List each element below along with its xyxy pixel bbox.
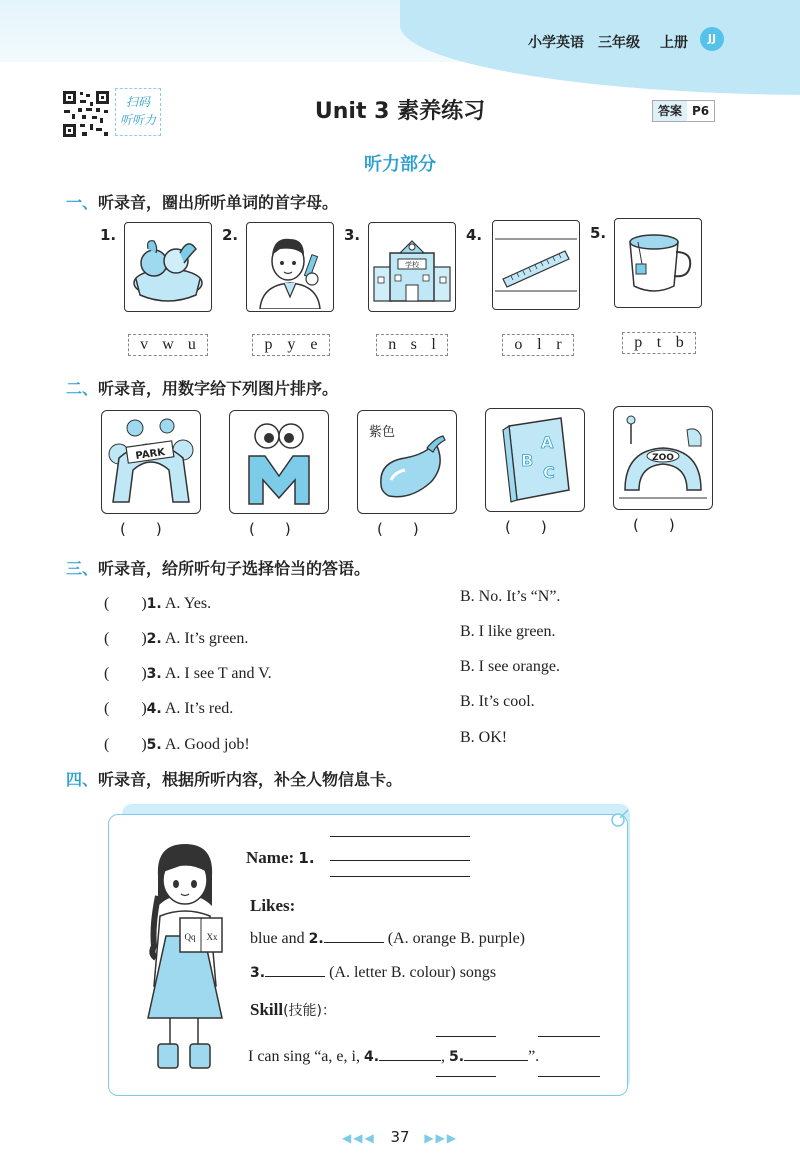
- page-number: ◀◀◀ 37 ▶▶▶: [341, 1128, 459, 1146]
- picture-school: [368, 222, 456, 312]
- letter-option[interactable]: o: [514, 336, 523, 353]
- item-number: 5.: [590, 224, 607, 242]
- part3-heading: 三、听录音，给所听句子选择恰当的答语。: [66, 559, 371, 578]
- answer-parenthesis[interactable]: ( ): [104, 630, 147, 647]
- picture-eggplant: [357, 410, 457, 514]
- picture-cup: [614, 218, 702, 308]
- abc-book-icon: [489, 412, 581, 508]
- skill-line: I can sing “a, e, i, 4. , 5. ”.: [248, 1048, 540, 1065]
- page-title: Unit 3 素养练习: [314, 99, 486, 124]
- option-b: B. I see orange.: [460, 658, 560, 675]
- answer-parenthesis[interactable]: ( ): [249, 520, 291, 538]
- book-letter: Qq: [184, 932, 196, 942]
- letter-option[interactable]: w: [162, 336, 174, 353]
- part1-heading: 一、听录音，圈出所听单词的首字母。: [66, 193, 339, 212]
- letter-option[interactable]: u: [187, 336, 196, 353]
- answer-blank[interactable]: [265, 976, 325, 977]
- name-blank-line[interactable]: [330, 836, 470, 837]
- item-number: 1.: [100, 226, 117, 244]
- option-b: B. It’s cool.: [460, 693, 535, 710]
- letter-option[interactable]: b: [675, 334, 684, 351]
- likes-label: Likes:: [250, 896, 296, 915]
- skill-blank-line[interactable]: [436, 1036, 496, 1037]
- series-name: 小学英语: [528, 35, 584, 51]
- item-number: 2.: [222, 226, 239, 244]
- letter-options-2: [252, 334, 330, 356]
- name-blank-line[interactable]: [330, 860, 470, 861]
- option-b: B. No. It’s “N”.: [460, 588, 561, 605]
- grade-label: 三年级: [598, 35, 640, 51]
- listening-section-title: 听力部分: [364, 154, 436, 175]
- part2-heading: 二、听录音，用数字给下列图片排序。: [66, 379, 339, 398]
- letter-option[interactable]: t: [656, 334, 662, 351]
- skill-blank-line[interactable]: [538, 1076, 600, 1077]
- question-row: ( )2. A. It’s green.: [104, 630, 249, 647]
- name-blank-line[interactable]: [330, 876, 470, 877]
- ruler-icon: [495, 225, 577, 305]
- book-letter: A: [541, 433, 554, 452]
- volume-label: 上册: [660, 35, 688, 51]
- picture-letter-m: [229, 410, 329, 514]
- picture-park: [101, 410, 201, 514]
- answer-reference: 答案 P6: [652, 100, 715, 122]
- zoo-gate-icon: [617, 410, 709, 506]
- answer-parenthesis[interactable]: ( ): [104, 665, 147, 682]
- book-letter: B: [521, 451, 534, 470]
- park-gate-icon: [105, 414, 197, 510]
- skill-label: Skill(技能)：: [250, 1000, 337, 1019]
- qr-label: 扫码 听听力: [115, 88, 161, 136]
- zoo-sign-text: ZOO: [652, 453, 674, 463]
- letter-option[interactable]: e: [310, 336, 318, 353]
- option-b: B. OK!: [460, 729, 508, 746]
- letter-option[interactable]: v: [140, 336, 149, 353]
- picture-teacher: [246, 222, 334, 312]
- school-sign-text: 学校: [405, 261, 419, 269]
- picture-ruler: [492, 220, 580, 310]
- letter-m-text: M: [279, 466, 280, 467]
- vegetable-basket-icon: [128, 227, 208, 307]
- answer-parenthesis[interactable]: ( ): [377, 520, 419, 538]
- likes-line-2: 3. (A. letter B. colour) songs: [250, 964, 497, 981]
- name-label: Name: 1.: [246, 848, 315, 867]
- letter-option[interactable]: y: [287, 336, 296, 353]
- edition-badge: JJ: [700, 27, 724, 51]
- letter-options-4: [502, 334, 574, 356]
- answer-parenthesis[interactable]: ( ): [104, 595, 147, 612]
- letter-option[interactable]: r: [556, 336, 562, 353]
- school-icon: [370, 227, 454, 307]
- letter-m-character-icon: [233, 414, 325, 510]
- letter-option[interactable]: p: [634, 334, 643, 351]
- eggplant-icon: [361, 414, 453, 510]
- picture-abc-book: [485, 408, 585, 512]
- answer-parenthesis[interactable]: ( ): [505, 518, 547, 536]
- book-letter: C: [543, 463, 555, 482]
- answer-parenthesis[interactable]: ( ): [633, 516, 675, 534]
- item-number: 3.: [344, 226, 361, 244]
- cup-icon: [618, 228, 698, 298]
- answer-parenthesis[interactable]: ( ): [104, 700, 147, 717]
- purple-label: 紫色: [369, 425, 396, 440]
- answer-blank[interactable]: [324, 942, 384, 943]
- option-b: B. I like green.: [460, 623, 556, 640]
- letter-option[interactable]: s: [410, 336, 417, 353]
- letter-options-1: [128, 334, 208, 356]
- teacher-icon: [250, 225, 330, 309]
- answer-parenthesis[interactable]: ( ): [120, 520, 162, 538]
- likes-line-1: blue and 2. (A. orange B. purple): [250, 930, 526, 947]
- question-row: ( )1. A. Yes.: [104, 595, 212, 612]
- answer-blank[interactable]: [464, 1060, 528, 1061]
- letter-options-3: [376, 334, 448, 356]
- picture-zoo: [613, 406, 713, 510]
- girl-illustration: [130, 836, 240, 1076]
- item-number: 4.: [466, 226, 483, 244]
- skill-blank-line[interactable]: [538, 1036, 600, 1037]
- footer-right-arrows-icon: ▶▶▶: [424, 1131, 459, 1145]
- question-row: ( )4. A. It’s red.: [104, 700, 234, 717]
- book-letter: Xx: [206, 932, 218, 942]
- letter-option[interactable]: l: [537, 336, 542, 353]
- question-row: ( )3. A. I see T and V.: [104, 665, 272, 682]
- letter-option[interactable]: n: [388, 336, 397, 353]
- pin-icon: [608, 806, 632, 830]
- answer-blank[interactable]: [379, 1060, 441, 1061]
- answer-parenthesis[interactable]: ( ): [104, 736, 147, 753]
- footer-left-arrows-icon: ◀◀◀: [341, 1131, 376, 1145]
- park-sign-text: PARK: [134, 446, 166, 462]
- skill-blank-line[interactable]: [436, 1076, 496, 1077]
- letter-option[interactable]: p: [264, 336, 273, 353]
- picture-vegetable-basket: [124, 222, 212, 312]
- letter-options-5: [622, 332, 696, 354]
- letter-option[interactable]: l: [431, 336, 436, 353]
- question-row: ( )5. A. Good job!: [104, 736, 250, 753]
- part4-heading: 四、听录音，根据所听内容，补全人物信息卡。: [66, 770, 403, 789]
